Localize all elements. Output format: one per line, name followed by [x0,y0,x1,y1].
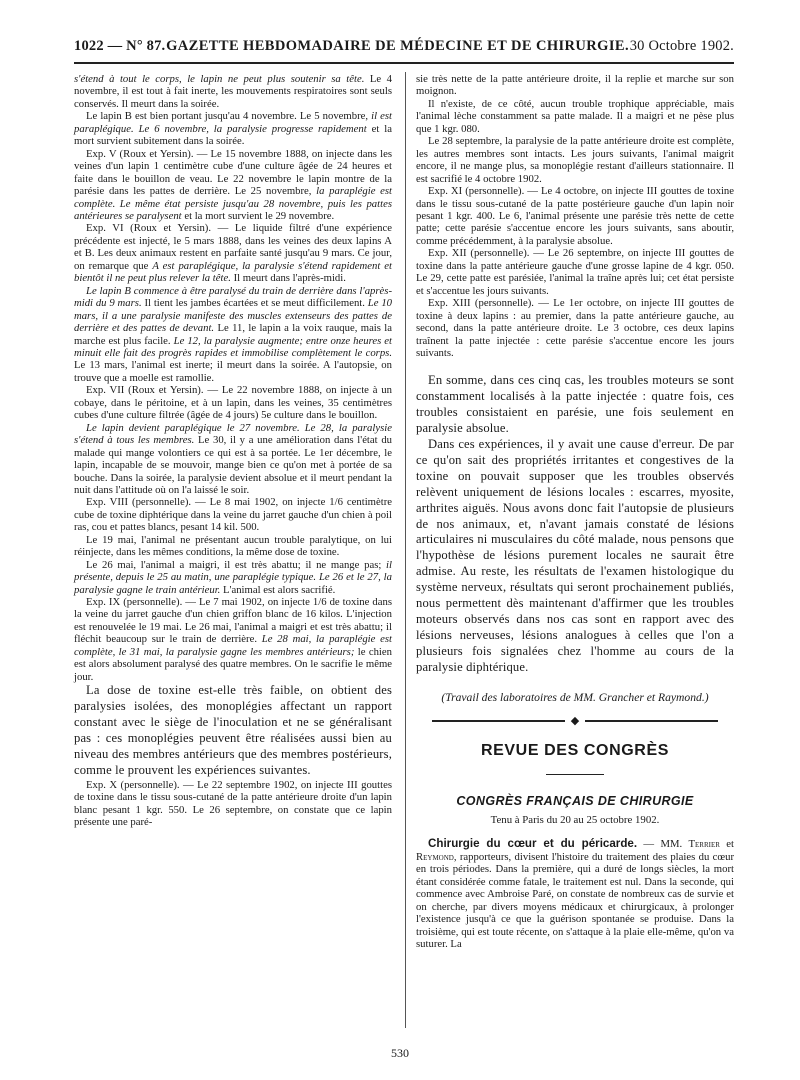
column-divider [405,72,406,1028]
header-rule [74,62,734,64]
paragraph: Il n'existe, de ce côté, aucun trouble trophique appréciable, mais l'animal lèche constamment sa patte malade. Il a maigri et ne pèse plus que 1 kgr. 080. [416,97,734,135]
paragraph-exp-xii: Exp. XII (personnelle). — Le 26 septembre, on injecte III gouttes de toxine dans la patte antérieure gauche d'une grosse lapine de 4 kgr. 050. Le 29, cette patte est parésiée, l'animal la traîne après lui; cet état persiste et s'accentue les jours suivants. [416,247,734,297]
congress-dates: Tenu à Paris du 20 au 25 octobre 1902. [490,814,660,826]
paragraph-discussion: Dans ces expériences, il y avait une cause d'erreur. De par ce qu'on sait des propriétés irritantes et congestives de la toxine on pouvait supposer que les troubles observés relèvent uniquement de lésions locales : escarres, myosite, arthrites aiguës. Nous avons donc fait l'autopsie de plusieurs de nos animaux, et, n'avant jamais constaté de lésions articulaires ni musculaires du côté malade, nous pensons que l'hypothèse de lésions purement locales ne saurait être admise. Au reste, les résultats de l'examen histologique du système nerveux, résultats qui seront prochainement publiés, nous permettent dès maintenant d'affirmer que les troubles moteurs observés dans nos cas sont en rapport avec des lésions nerveuses, lésions analogues à celles que l'on a plusieurs fois signalées chez l'homme au cours de la paralysie diphtérique. [416,437,734,674]
ornamental-rule [432,716,718,726]
section-title: REVUE DES CONGRÈS [480,742,669,760]
paragraph: s'étend à tout le corps, le lapin ne peut plus soutenir sa tête. Le 4 novembre, il est tout à fait inerte, les mouvements respiratoires sont seuls conservés. Il meurt dans la soirée. [74,73,392,110]
issue-date: 30 Octobre 1902. [629,38,734,54]
diamond-ornament-icon: ◆ [570,715,580,728]
paragraph-exp-x: Exp. X (personnelle). — Le 22 septembre 1902, on injecte III gouttes de toxine dans le tissu sous-cutané de la patte antérieure droite d'un lapin blanc pesant 1 kgr. 550. Le 26 septembre, on constate que ce lapin présente une paré- [74,778,392,828]
paragraph-exp-v: Exp. V (Roux et Yersin). — Le 15 novembre 1888, on injecte dans les veines d'un lapin 1 centimètre cube d'une culture âgée de 24 heures et faite dans le bouillon de veau. Le 22 novembre le lapin montre de la parésie dans les pattes de derrière. Le 25 novembre, la paraplégie est complète. Le même état persiste jusqu'au 28 novembre, puis les pattes antérieures se paralysent et la mort survient le 29 novembre. [74,147,392,222]
paragraph-congress-report: Chirurgie du cœur et du péricarde. — MM. Terrier et Reymond, rapporteurs, divisent l'histoire du traitement des plaies du cœur en trois périodes. Dans la première, qui a duré de longs siècles, la mort étant considérée comme fatale, le traitement est nul. Dans la seconde, qui commence avec Ambroise Paré, on constate de nombreux cas de survie et on cherche, par divers moyens médicaux et chirurgicaux, à prolonger l'existence jusqu'à ce que la guérison spontanée se produise. Dans la troisième, qui est toute récente, on s'attaque à la plaie elle-même, qu'on va suturer. La [416,837,734,951]
paragraph-exp-vii: Exp. VII (Roux et Yersin). — Le 22 novembre 1888, on injecte à un cobaye, dans le péritoine, et à un lapin, dans les veines, 35 centimètres cubes d'une culture filtrée (âgée de 4 jours) 5e culture dans le bouillon. [74,384,392,422]
paragraph: Le 28 septembre, la paralysie de la patte antérieure droite est complète, les autres membres sont intacts. Les jours suivants, l'animal maigrit encore, il ne mange plus, sa monoplégie restant d'ailleurs stationnaire. Il est sacrifié le 4 octobre 1902. [416,135,734,185]
left-column [74,73,392,973]
paragraph: Le 26 mai, l'animal a maigri, il est très abattu; il ne mange pas; il présente, depuis le 25 au matin, une paraplégie typique. Le 26 et le 27, la paralysie gagne le train antérieur. L'animal est alors sacrifié. [74,558,392,596]
paragraph-conclusion: En somme, dans ces cinq cas, les troubles moteurs se sont constamment localisés à la patte injectée : quatre fois, ces troubles consistaient en parésie, une fois seulement en paralysie absolue. [416,373,734,436]
issue-number: 1022 — N° 87. [74,38,166,54]
section-rule [546,774,604,775]
paragraph: Le lapin devient paraplégique le 27 novembre. Le 28, la paralysie s'étend à tous les membres. Le 30, il y a une amélioration dans l'état du malade qui mange volontiers ce qui est à sa portée. Le 1er décembre, le lapin, incapable de se mouvoir, mange bien ce qu'on met à portée de sa bouche. Dans la soirée, la paralysie devient absolue et il meurt pendant la nuit dans l'attitude où on l'a laissé le soir. [74,421,393,496]
paragraph: Le lapin B commence à être paralysé du train de derrière dans l'après-midi du 9 mars. Il tient les jambes écartées et se meut difficilement. Le 10 mars, il a une paralysie manifeste des muscles extenseurs des pattes de derrière et des pattes de devant. Le 11, le lapin a la voix rauque, mais la marche est plus facile. Le 12, la paralysie augmente; entre onze heures et minuit elle fait des progrès rapides et immobilise complètement le corps. Le 13 mars, l'animal est inerte; il meurt dans la soirée. A l'autopsie, on trouve que a moelle est ramollie. [74,284,393,384]
paragraph-exp-viii: Exp. VIII (personnelle). — Le 8 mai 1902, on injecte 1/6 centimètre cube de toxine diphtérique dans la veine du jarret gauche d'un chien à poil ras, cou et pattes blancs, pesant 14 kil. 500. [74,496,392,534]
right-column [416,73,734,1033]
paragraph: Le lapin B est bien portant jusqu'au 4 novembre. Le 5 novembre, il est paraplégique. Le 6 novembre, la paralysie progresse rapidement et la mort survient subitement dans la soirée. [74,110,393,148]
paragraph-exp-vi: Exp. VI (Roux et Yersin). — Le liquide filtré d'une expérience précédente est injecté, le 5 mars 1888, dans les veines des deux lapins A et B. Les deux animaux restent en parfaite santé jusqu'au 9 mars. Ce jour, on remarque que A est paraplégique, la paralysie s'étend rapidement et bientôt il ne peut plus relever la tête. Il meurt dans l'après-midi. [74,222,392,285]
report-heading: Chirurgie du cœur et du péricarde. [428,837,638,851]
laboratory-credit: (Travail des laboratoires de MM. Grancher et Raymond.) [441,690,709,704]
running-header [74,38,734,60]
paragraph-exp-xi: Exp. XI (personnelle). — Le 4 octobre, on injecte III gouttes de toxine dans le tissu sous-cutané de la patte postérieure gauche d'un lapin noir pesant 1 kgr. 400. Le 6, l'animal présente une parésie très nette de cette patte; cette parésie s'accentue encore les jours suivants, sans aboutir, comme précédemment, à la paralysie absolue. [416,185,734,247]
paragraph-exp-ix: Exp. IX (personnelle). — Le 7 mai 1902, on injecte 1/6 de toxine dans la veine du jarret gauche d'un chien griffon blanc de 16 kilos. L'injection est renouvelée le 19 mai. Le 26 mai, l'animal a maigri et est très abattu; il fléchit beaucoup sur le train de derrière. Le 28 mai, la paraplégie est complète, le 31 mai, la paralysie gagne les membres antérieurs; le chien est alors absolument paralysé des quatre membres. On le sacrifie le même jour. [74,596,392,683]
page-number: 530 [391,1046,409,1060]
journal-title: GAZETTE HEBDOMADAIRE DE MÉDECINE ET DE CHIRURGIE. [166,38,629,54]
paragraph-exp-xiii: Exp. XIII (personnelle). — Le 1er octobre, on injecte III gouttes de toxine à deux lapins : au premier, dans la patte antérieure gauche, au second, dans la patte antérieure droite. Le 3 octobre, ces deux lapins traînent la patte injectée : cette parésie s'accentue encore les jours suivants. [416,297,734,359]
congress-title: CONGRÈS FRANÇAIS DE CHIRURGIE [456,793,694,808]
paragraph: sie très nette de la patte antérieure droite, il la replie et marche sur son moignon. [416,73,734,98]
paragraph-summary: La dose de toxine est-elle très faible, on obtient des paralysies isolées, des monoplégies affectant un rapport constant avec le siège de l'inoculation et ne se généralisant pas : ces monoplégies peuvent être réalisées aussi bien au niveau des membres antérieurs que des membres postérieurs, comme le prouvent les expériences suivantes. [74,683,392,777]
paragraph: Le 19 mai, l'animal ne présentant aucun trouble paralytique, on lui réinjecte, dans les mêmes conditions, la même dose de toxine. [74,533,392,559]
